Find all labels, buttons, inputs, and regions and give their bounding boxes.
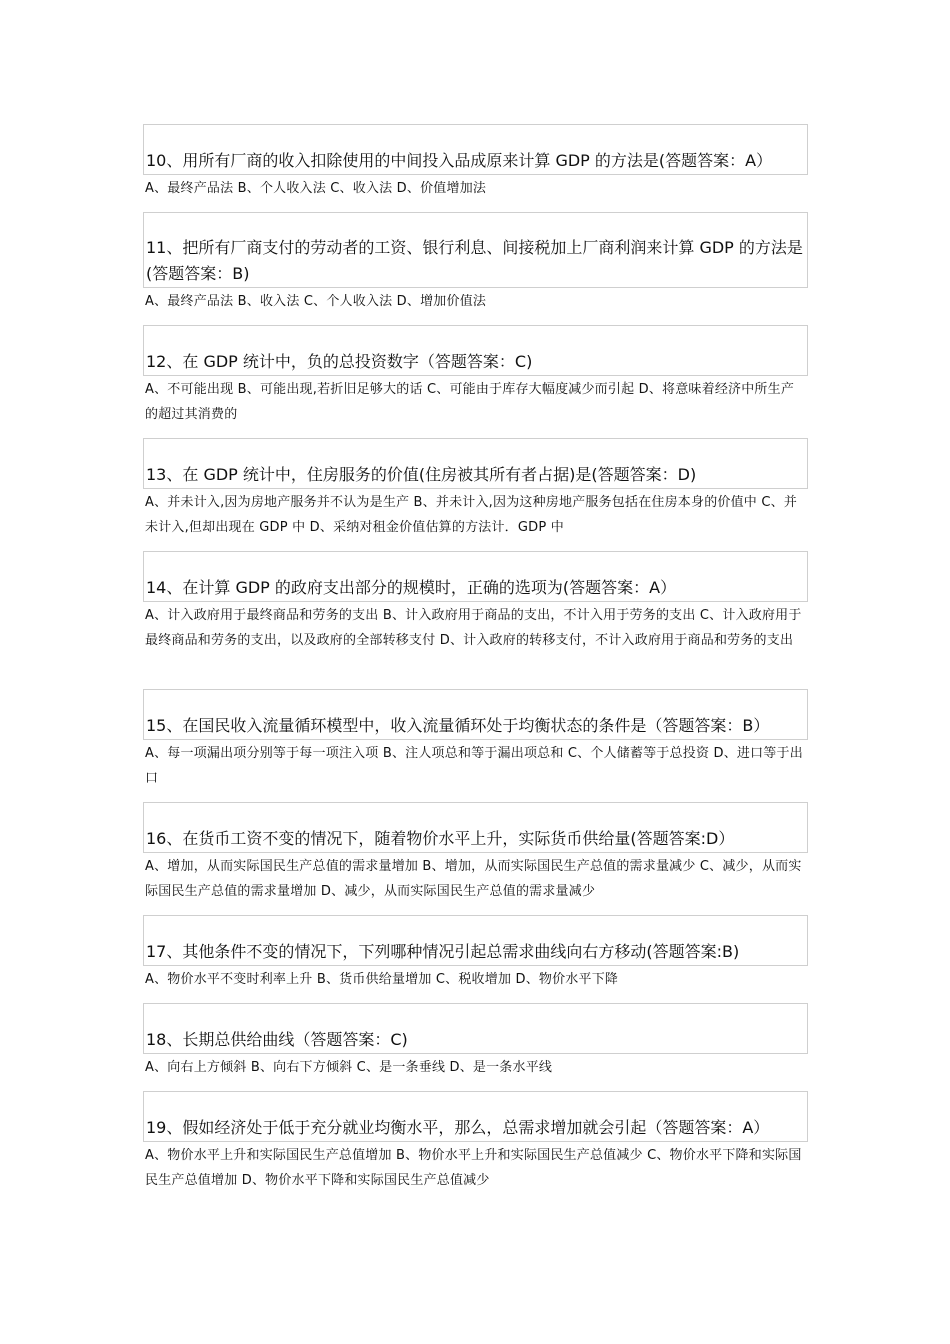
question-box — [143, 438, 808, 489]
answer-options: A、增加，从而实际国民生产总值的需求量增加 B、增加，从而实际国民生产总值的需求量减少 C、减少，从而实际国民生产总值的需求量增加 D、减少，从而实际国民生产总值的需求量减少 — [145, 859, 802, 899]
question-text: 10、用所有厂商的收入扣除使用的中间投入品成原来计算 GDP 的方法是(答题答案：A） — [146, 151, 773, 170]
answer-options: A、不可能出现 B、可能出现,若折旧足够大的话 C、可能由于库存大幅度减少而引起 D、将意味着经济中所生产的超过其消费的 — [145, 382, 795, 422]
question-item — [143, 915, 808, 992]
question-box — [143, 689, 808, 740]
question-item — [143, 212, 808, 314]
answer-options: A、物价水平不变时利率上升 B、货币供给量增加 C、税收增加 D、物价水平下降 — [145, 972, 619, 987]
question-box — [143, 325, 808, 376]
question-box — [143, 212, 808, 288]
answer-options: A、最终产品法 B、收入法 C、个人收入法 D、增加价值法 — [145, 294, 487, 309]
question-text: 16、在货币工资不变的情况下，随着物价水平上升，实际货币供给量(答题答案:D） — [146, 829, 735, 848]
answer-options: A、并未计入,因为房地产服务并不认为是生产 B、并未计入,因为这种房地产服务包括在住房本身的价值中 C、并未计入,但却出现在 GDP 中 D、采纳对租金价值估算的方法计．GDP 中 — [145, 495, 798, 535]
question-item — [143, 802, 808, 904]
question-box — [143, 551, 808, 602]
question-text: 17、其他条件不变的情况下，下列哪种情况引起总需求曲线向右方移动(答题答案:B) — [146, 942, 740, 961]
question-item — [143, 551, 808, 653]
question-box — [143, 802, 808, 853]
question-item — [143, 438, 808, 540]
answer-options: A、每一项漏出项分别等于每一项注入项 B、注人项总和等于漏出项总和 C、个人储蓄等于总投资 D、进口等于出口 — [145, 746, 803, 786]
question-box — [143, 915, 808, 966]
question-item — [143, 1003, 808, 1080]
question-item — [143, 124, 808, 201]
question-text: 19、假如经济处于低于充分就业均衡水平，那么，总需求增加就会引起（答题答案：A） — [146, 1118, 770, 1137]
question-box — [143, 124, 808, 175]
question-text: 14、在计算 GDP 的政府支出部分的规模时，正确的选项为(答题答案：A） — [146, 578, 677, 597]
answer-options: A、最终产品法 B、个人收入法 C、收入法 D、价值增加法 — [145, 181, 487, 196]
question-text: 18、长期总供给曲线（答题答案：C) — [146, 1030, 408, 1049]
question-text: 12、在 GDP 统计中，负的总投资数字（答题答案：C) — [146, 352, 533, 371]
answer-options: A、计入政府用于最终商品和劳务的支出 B、计入政府用于商品的支出，不计入用于劳务的支出 C、计入政府用于最终商品和劳务的支出，以及政府的全部转移支付 D、计入政府的转移支付，不计入政府用于商品和劳务的支出 — [145, 608, 802, 648]
question-item — [143, 1091, 808, 1193]
question-item — [143, 325, 808, 427]
question-text: 15、在国民收入流量循环模型中，收入流量循环处于均衡状态的条件是（答题答案：B） — [146, 716, 770, 735]
question-box — [143, 1003, 808, 1054]
question-text: 13、在 GDP 统计中，住房服务的价值(住房被其所有者占据)是(答题答案：D) — [146, 465, 697, 484]
answer-options: A、向右上方倾斜 B、向右下方倾斜 C、是一条垂线 D、是一条水平线 — [145, 1060, 553, 1075]
question-text: 11、把所有厂商支付的劳动者的工资、银行利息、间接税加上厂商利润来计算 GDP 的方法是(答题答案：B) — [146, 238, 803, 283]
answer-options: A、物价水平上升和实际国民生产总值增加 B、物价水平上升和实际国民生产总值减少 C、物价水平下降和实际国民生产总值增加 D、物价水平下降和实际国民生产总值减少 — [145, 1148, 802, 1188]
question-item — [143, 689, 808, 791]
question-box — [143, 1091, 808, 1142]
